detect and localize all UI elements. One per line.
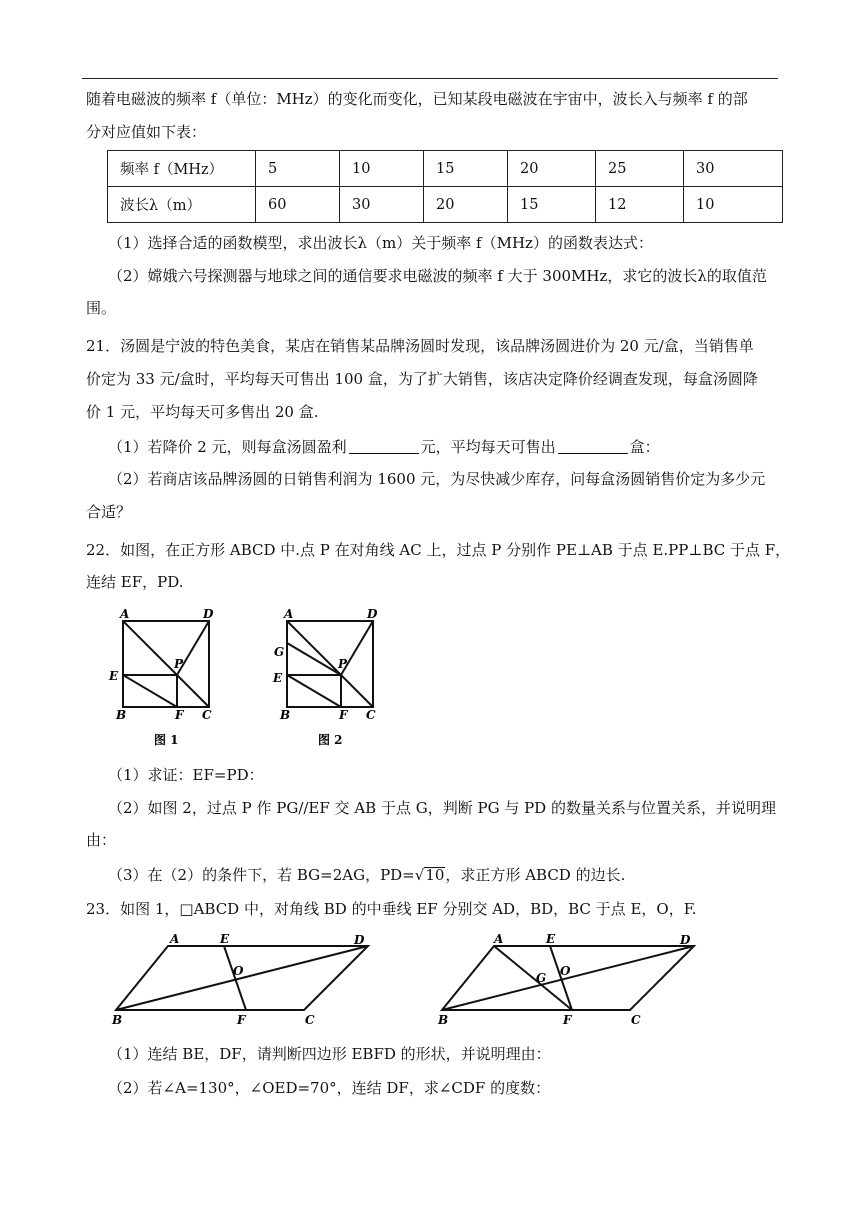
q21-stem-line-2: 价定为 33 元/盒时，平均每天可售出 100 盒，为了扩大销售，该店决定降价经调查发现，每盒汤圆降	[86, 370, 758, 388]
sqrt-sign: √	[414, 866, 425, 884]
table-cell: 10	[340, 151, 424, 187]
table-row-wavelength	[108, 187, 783, 223]
q22-part-3-text-a: （3）在（2）的条件下，若 BG=2AG，PD=	[108, 866, 415, 884]
fig-1-caption: 图 1	[154, 733, 179, 747]
intro-line-2: 分对应值如下表：	[86, 123, 207, 141]
q22-part-2-line-1: （2）如图 2，过点 P 作 PG//EF 交 AB 于点 G，判断 PG 与 PD 的数量关系与位置关系，并说明理	[108, 799, 776, 817]
label-G: G	[536, 971, 547, 985]
label-D: D	[367, 607, 378, 621]
q22-part-3	[108, 864, 802, 886]
label-G: G	[274, 645, 285, 659]
label-F: F	[339, 708, 348, 722]
table-cell: 30	[340, 187, 424, 223]
q21-part-2-line-1: （2）若商店该品牌汤圆的日销售利润为 1600 元，为尽快减少库存，问每盒汤圆销售价定为多少元	[108, 470, 766, 488]
label-O: O	[560, 964, 571, 978]
q22-figure-1	[106, 604, 236, 754]
label-B: B	[116, 708, 127, 722]
table-cell: 15	[424, 151, 508, 187]
table-row-frequency	[108, 151, 783, 187]
label-F: F	[563, 1013, 572, 1027]
q22-figure-2	[270, 604, 400, 754]
label-C: C	[305, 1013, 315, 1027]
label-C: C	[366, 708, 376, 722]
table-cell: 15	[508, 187, 596, 223]
label-D: D	[680, 933, 691, 947]
frequency-wavelength-table	[107, 150, 783, 223]
label-A: A	[284, 607, 294, 621]
q23-part-1: （1）连结 BE，DF，请判断四边形 EBFD 的形状，并说明理由：	[108, 1045, 551, 1063]
q21-part-1-text-b: 元，平均每天可售出	[420, 438, 556, 456]
q21-stem-line-1: 21．汤圆是宁波的特色美食，某店在销售某品牌汤圆时发现，该品牌汤圆进价为 20 元/盒，当销售单	[86, 337, 754, 355]
label-O: O	[233, 964, 244, 978]
table-cell: 10	[684, 187, 783, 223]
label-E: E	[220, 932, 230, 946]
q20-part-2-line-2: 围。	[86, 299, 117, 317]
label-B: B	[438, 1013, 449, 1027]
table-cell: 30	[684, 151, 783, 187]
q22-stem-line-1: 22．如图，在正方形 ABCD 中.点 P 在对角线 AC 上，过点 P 分别作 PE⊥AB 于点 E.PP⊥BC 于点 F，	[86, 541, 791, 559]
table-cell: 5	[256, 151, 340, 187]
label-P: P	[174, 657, 184, 671]
label-E: E	[273, 671, 283, 685]
q23-figure-1	[106, 928, 376, 1032]
q23-part-2: （2）若∠A=130°，∠OED=70°，连结 DF，求∠CDF 的度数：	[108, 1079, 551, 1097]
sqrt-radicand: 10	[425, 866, 445, 884]
label-A: A	[170, 932, 180, 946]
label-C: C	[202, 708, 212, 722]
table-header-wavelength: 波长λ（m）	[108, 187, 256, 223]
intro-line-1: 随着电磁波的频率 f（单位：MHz）的变化而变化，已知某段电磁波在宇宙中，波长入与频率 f 的部	[86, 90, 748, 108]
q22-part-1: （1）求证：EF=PD：	[108, 766, 264, 784]
table-cell: 12	[596, 187, 684, 223]
q23-stem: 23．如图 1，□ABCD 中，对角线 BD 的中垂线 EF 分别交 AD，BD，BC 于点 E，O，F.	[86, 900, 697, 918]
label-B: B	[112, 1013, 123, 1027]
q21-part-1	[108, 436, 802, 458]
label-A: A	[120, 607, 130, 621]
q22-stem-line-2: 连结 EF，PD.	[86, 573, 184, 591]
fig-2-caption: 图 2	[318, 733, 343, 747]
label-D: D	[354, 933, 365, 947]
q22-part-3-text-b: ，求正方形 ABCD 的边长.	[445, 866, 626, 884]
q22-part-2-line-2: 由：	[86, 831, 117, 849]
answer-blank[interactable]	[558, 439, 628, 454]
answer-blank[interactable]	[349, 439, 419, 454]
label-F: F	[237, 1013, 246, 1027]
q21-stem-line-3: 价 1 元，平均每天可多售出 20 盒.	[86, 403, 319, 421]
label-B: B	[280, 708, 291, 722]
q21-part-2-line-2: 合适？	[86, 503, 132, 521]
table-header-frequency: 频率 f（MHz）	[108, 151, 256, 187]
table-cell: 25	[596, 151, 684, 187]
label-F: F	[175, 708, 184, 722]
label-E: E	[546, 932, 556, 946]
label-A: A	[494, 932, 504, 946]
q20-part-2-line-1: （2）嫦娥六号探测器与地球之间的通信要求电磁波的频率 f 大于 300MHz，求它的波长λ的取值范	[108, 267, 767, 285]
label-D: D	[203, 607, 214, 621]
table-cell: 60	[256, 187, 340, 223]
q20-part-1: （1）选择合适的函数模型，求出波长λ（m）关于频率 f（MHz）的函数表达式：	[108, 234, 653, 252]
q21-part-1-text-c: 盒：	[629, 438, 660, 456]
table-cell: 20	[508, 151, 596, 187]
q21-part-1-text-a: （1）若降价 2 元，则每盒汤圆盈利	[108, 438, 347, 456]
table-cell: 20	[424, 187, 508, 223]
label-E: E	[109, 669, 119, 683]
label-C: C	[631, 1013, 641, 1027]
label-P: P	[338, 657, 348, 671]
header-rule	[82, 78, 778, 79]
q23-figure-2	[432, 928, 702, 1032]
